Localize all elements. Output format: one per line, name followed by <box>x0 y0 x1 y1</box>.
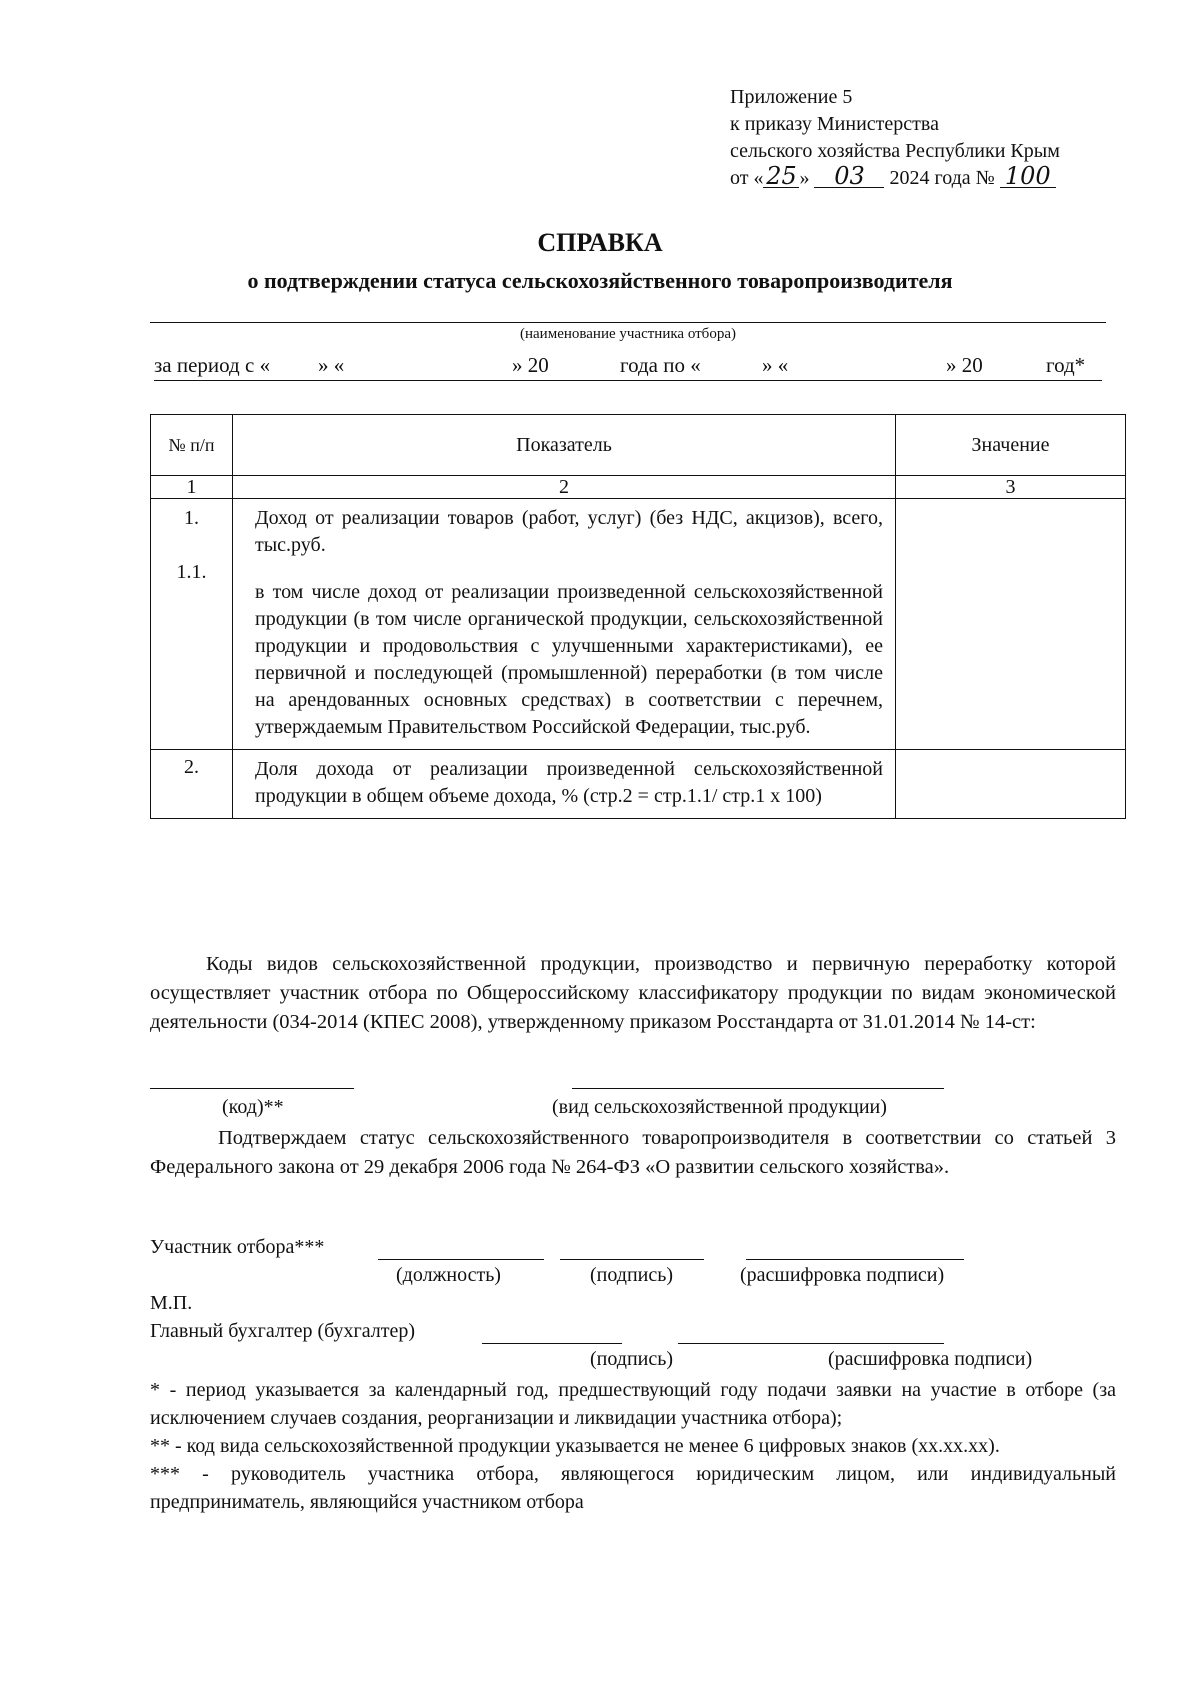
indicators-table <box>150 414 1126 819</box>
col-number-2: 2 <box>233 476 896 499</box>
accountant-decoding-label: (расшифровка подписи) <box>828 1348 1033 1370</box>
signature-line[interactable] <box>560 1259 704 1260</box>
date-mid: » <box>799 167 810 189</box>
appendix-block <box>730 84 1060 192</box>
participant-name-line[interactable] <box>150 322 1106 323</box>
date-prefix: от « <box>730 167 764 189</box>
header-col-number: № п/п <box>151 415 233 476</box>
table-header-row <box>151 415 1126 476</box>
header-col-indicator: Показатель <box>233 415 896 476</box>
accountant-label: Главный бухгалтер (бухгалтер) <box>150 1320 416 1342</box>
period-part-7: год* <box>1046 353 1086 377</box>
col-number-1: 1 <box>151 476 233 499</box>
row-value-cell[interactable] <box>896 499 1126 750</box>
period-part-5: » « <box>762 353 789 377</box>
col-number-3: 3 <box>896 476 1126 499</box>
period-part-2: » « <box>318 353 345 377</box>
confirm-paragraph: Подтверждаем статус сельскохозяйственного товаропроизводителя в соответствии со статьей 3 Федерального закона от 29 декабря 2006 года № 264-ФЗ «О развитии сельского хозяйства». <box>150 1127 1116 1178</box>
code-label: (код)** <box>222 1096 284 1118</box>
table-row <box>151 750 1126 819</box>
period-part-1: за период с « <box>154 353 271 377</box>
document-title: СПРАВКА <box>537 228 663 257</box>
period-part-6: » 20 <box>946 353 983 377</box>
order-number: 100 <box>1000 165 1056 188</box>
footnote-2: ** - код вида сельскохозяйственной продукции указывается не менее 6 цифровых знаков (хх.хх.хх). <box>150 1435 1000 1457</box>
footnotes <box>150 1376 1116 1516</box>
row-subindicator-text: в том числе доход от реализации произведенной сельскохозяйственной продукции (в том числе органической продукции, сельскохозяйственной продукции и продовольствия с улучшенными характеристиками), ее первичной и последующей (промышленной) переработки (в том числе на арендованных основных средствах) в соответствии с перечнем, утверждаемым Правительством Российской Федерации, тыс.руб. <box>255 581 883 738</box>
decoding-label: (расшифровка подписи) <box>740 1264 945 1286</box>
row-number: 1. <box>184 507 199 529</box>
header-col-value: Значение <box>896 415 1126 476</box>
row-value-cell[interactable] <box>896 750 1126 819</box>
table-row <box>151 499 1126 750</box>
row-indicator-text: Доход от реализации товаров (работ, услуг) (без НДС, акцизов), всего, тыс.руб. <box>255 507 883 556</box>
row-indicator-cell <box>233 499 896 750</box>
appendix-line-2: к приказу Министерства <box>730 113 939 135</box>
row-number: 2. <box>151 750 233 819</box>
row-subnumber: 1.1. <box>176 561 207 583</box>
footnote-3: *** - руководитель участника отбора, являющегося юридическим лицом, или индивидуальный предприниматель, являющийся участником отбора <box>150 1463 1116 1513</box>
period-line <box>154 353 1102 381</box>
document-subtitle: о подтверждении статуса сельскохозяйственного товаропроизводителя <box>247 268 953 293</box>
row-number-cell <box>151 499 233 750</box>
code-line[interactable] <box>150 1088 354 1089</box>
period-part-3: » 20 <box>512 353 549 377</box>
period-part-4: года по « <box>620 353 701 377</box>
position-line[interactable] <box>378 1259 544 1260</box>
appendix-date-line <box>730 162 1060 192</box>
kind-label: (вид сельскохозяйственной продукции) <box>552 1096 887 1118</box>
period-underline <box>154 380 1102 381</box>
decoding-line[interactable] <box>746 1259 964 1260</box>
position-label: (должность) <box>396 1264 501 1286</box>
accountant-signature-line[interactable] <box>482 1343 622 1344</box>
appendix-line-1: Приложение 5 <box>730 86 853 108</box>
table-number-row <box>151 476 1126 499</box>
kind-line[interactable] <box>572 1088 944 1089</box>
stamp-label: М.П. <box>150 1292 193 1314</box>
appendix-line-3: сельского хозяйства Республики Крым <box>730 140 1060 162</box>
date-day: 25 <box>763 165 799 188</box>
date-month: 03 <box>814 165 884 188</box>
accountant-signature-label: (подпись) <box>590 1348 674 1370</box>
row-indicator-text: Доля дохода от реализации произведенной сельскохозяйственной продукции в общем объеме дохода, % (стр.2 = стр.1.1/ стр.1 х 100) <box>233 750 896 819</box>
accountant-decoding-line[interactable] <box>678 1343 944 1344</box>
codes-paragraph: Коды видов сельскохозяйственной продукции, производство и первичную переработку которой осуществляет участник отбора по Общероссийскому классификатору продукции по видам экономической деятельности (034-2014 (КПЕС 2008), утвержденному приказом Росстандарта от 31.01.2014 № 14-ст: <box>150 953 1116 1033</box>
participant-label: Участник отбора*** <box>150 1236 325 1258</box>
participant-caption: (наименование участника отбора) <box>520 326 736 342</box>
date-year: 2024 года № <box>889 167 995 189</box>
footnote-1: * - период указывается за календарный год, предшествующий году подачи заявки на участие в отборе (за исключением случаев создания, реорганизации и ликвидации участника отбора); <box>150 1379 1116 1429</box>
signature-label: (подпись) <box>590 1264 674 1286</box>
